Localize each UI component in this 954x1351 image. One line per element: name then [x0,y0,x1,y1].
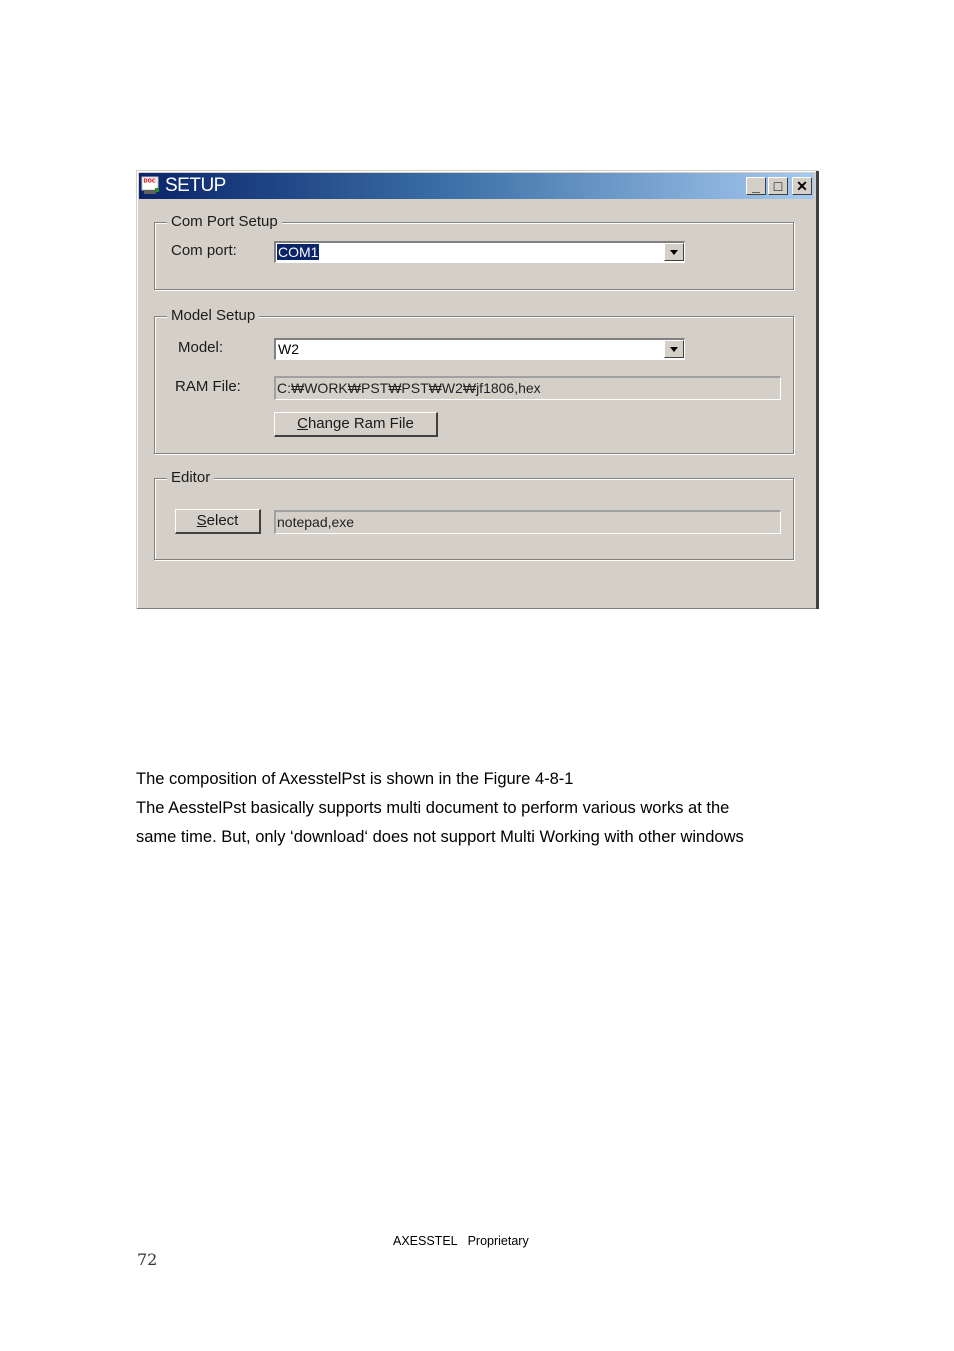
paragraph-2: The AesstelPst basically supports multi document to perform various works at the [136,799,730,817]
chevron-down-icon[interactable] [664,340,684,358]
select-editor-button[interactable] [175,509,261,534]
maximize-button[interactable]: □ [768,177,788,195]
setup-dialog [136,170,818,609]
com-port-value: COM1 [278,244,319,260]
com-port-label: Com port: [171,242,237,259]
change-ram-file-button[interactable] [274,412,438,437]
editor-label: Editor [167,469,214,487]
title-bar[interactable] [139,173,814,199]
page-number: 72 [137,1250,158,1269]
close-button[interactable]: ✕ [792,177,812,195]
ram-file-field[interactable]: C:₩WORK₩PST₩PST₩W2₩jf1806,hex [274,376,781,400]
model-value: W2 [278,341,299,357]
com-port-dropdown[interactable] [274,241,685,263]
chevron-down-icon[interactable] [664,243,684,261]
minimize-button[interactable]: _ [746,177,766,195]
change-mnemonic: C [297,415,308,432]
editor-path-field[interactable]: notepad,exe [274,510,781,534]
com-port-setup-label: Com Port Setup [167,213,282,231]
footer-text: AXESSTEL Proprietary [393,1234,529,1248]
change-label: hange Ram File [307,415,414,432]
model-label: Model: [178,339,224,356]
paragraph-3: same time. But, only ‘download‘ does not support Multi Working with other windows [136,828,744,846]
app-document-icon [141,176,161,196]
svg-text:DOC: DOC [143,178,156,185]
model-dropdown[interactable] [274,338,685,360]
window-title: SETUP [165,175,226,196]
select-mnemonic: S [196,512,207,529]
select-label: elect [206,512,239,529]
ram-file-label: RAM File: [175,378,241,395]
paragraph-1: The composition of AxesstelPst is shown in the Figure 4-8-1 [136,770,574,788]
model-setup-label: Model Setup [167,307,259,325]
